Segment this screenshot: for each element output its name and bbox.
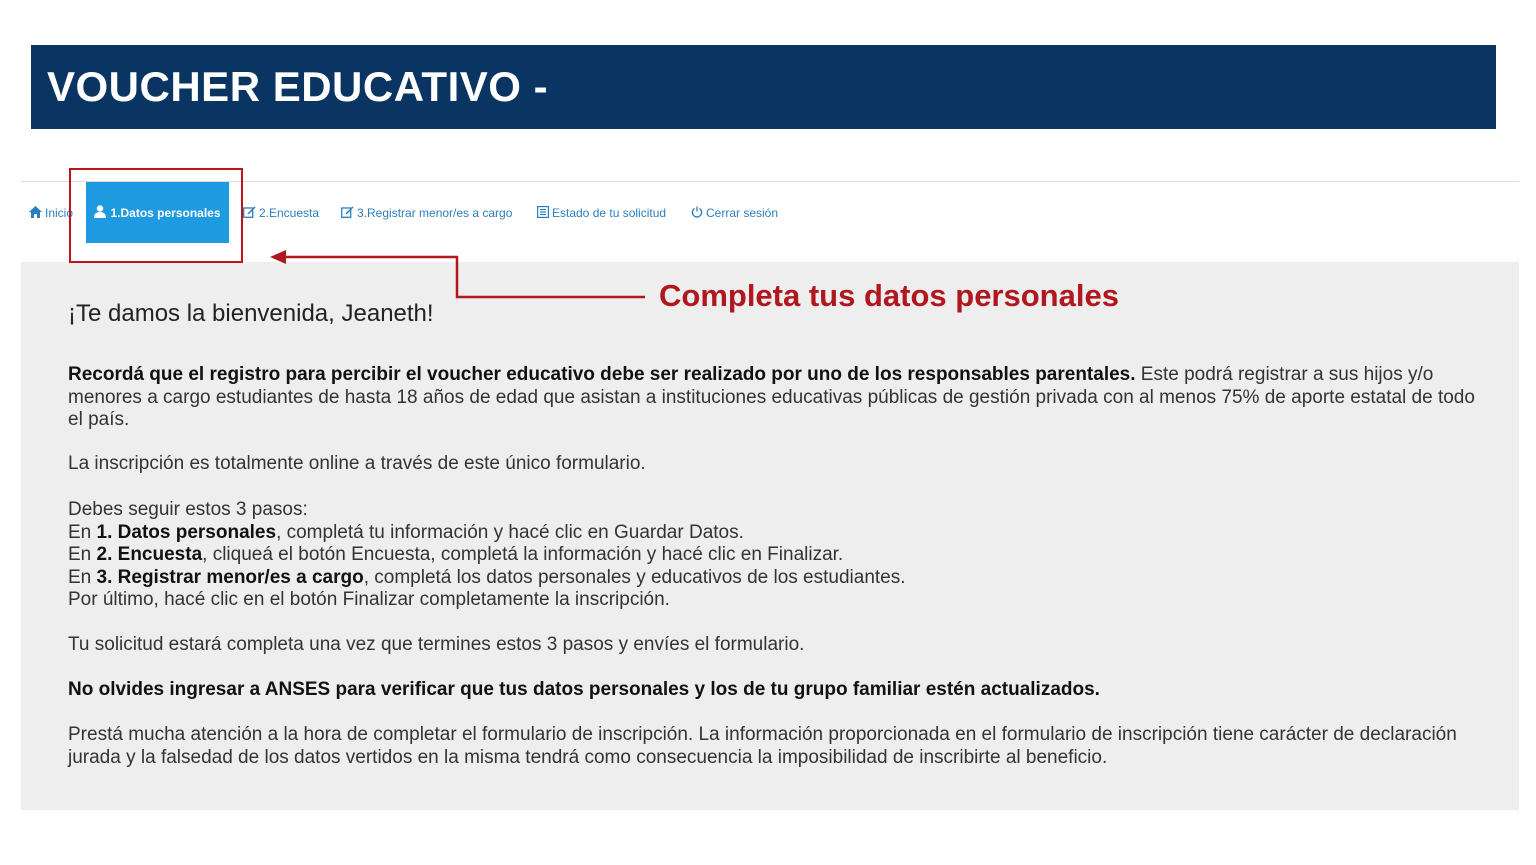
edit-icon (341, 206, 354, 221)
paragraph-warning: Prestá mucha atención a la hora de completar el formulario de inscripción. La información proporcionada en el formulario de inscripción tiene carácter de declaración jurada y la falsedad de los datos vertidos en la misma tendrá como consecuencia la imposibilidad de inscribirte al beneficio. (68, 724, 1457, 768)
step-item: En 3. Registrar menor/es a cargo, completá los datos personales y educativos de los estudiantes. (68, 566, 906, 588)
paragraph-completion: Tu solicitud estará completa una vez que termines estos 3 pasos y envíes el formulario. (68, 634, 805, 655)
nav-item-encuesta[interactable] (243, 204, 319, 222)
paragraph-online: La inscripción es totalmente online a través de este único formulario. (68, 453, 646, 474)
paragraph-text: Este podrá registrar a sus hijos y/o menores a cargo estudiantes de hasta 18 años de edad que asistan a instituciones educativas públicas de gestión privada con al menos 75% de aporte estatal de todo el país. (68, 364, 1475, 430)
header-banner (31, 45, 1496, 129)
nav-item-cerrar-sesion[interactable] (691, 204, 778, 222)
step-item: Por último, hacé clic en el botón Finalizar completamente la inscripción. (68, 589, 670, 610)
nav-item-label: 3.Registrar menor/es a cargo (357, 206, 513, 220)
nav-item-label: 1.Datos personales (110, 205, 221, 220)
welcome-heading: ¡Te damos la bienvenida, Jeaneth! (68, 300, 434, 327)
paragraph-registration (68, 364, 1478, 432)
step-item: En 1. Datos personales, completá tu información y hacé clic en Guardar Datos. (68, 521, 744, 543)
annotation-callout: Completa tus datos personales (659, 278, 1119, 313)
nav-item-label: Estado de tu solicitud (552, 206, 667, 220)
list-icon (537, 206, 549, 221)
paragraph-bold: Recordá que el registro para percibir el voucher educativo debe ser realizado por uno de los responsables parentales. (68, 364, 1136, 385)
nav-bar (21, 182, 1519, 262)
nav-item-registrar-menores[interactable] (341, 204, 512, 222)
nav-item-estado-solicitud[interactable] (537, 204, 666, 222)
nav-item-datos-personales[interactable] (86, 182, 229, 243)
nav-item-label: Cerrar sesión (706, 206, 779, 220)
nav-item-inicio[interactable] (29, 204, 73, 222)
steps-intro: Debes seguir estos 3 pasos: (68, 499, 308, 520)
user-icon (94, 205, 106, 221)
paragraph-anses: No olvides ingresar a ANSES para verificar que tus datos personales y los de tu grupo familiar estén actualizados. (68, 679, 1100, 700)
page-title: VOUCHER EDUCATIVO - (47, 63, 549, 110)
edit-icon (243, 206, 256, 221)
welcome-panel (21, 262, 1519, 810)
step-item: En 2. Encuesta, cliqueá el botón Encuesta, completá la información y hacé clic en Finalizar. (68, 544, 844, 565)
nav-item-label: 2.Encuesta (259, 206, 320, 220)
steps-list (68, 499, 1478, 612)
power-icon (691, 206, 703, 221)
nav-item-label: Inicio (45, 206, 74, 220)
home-icon (29, 206, 42, 221)
